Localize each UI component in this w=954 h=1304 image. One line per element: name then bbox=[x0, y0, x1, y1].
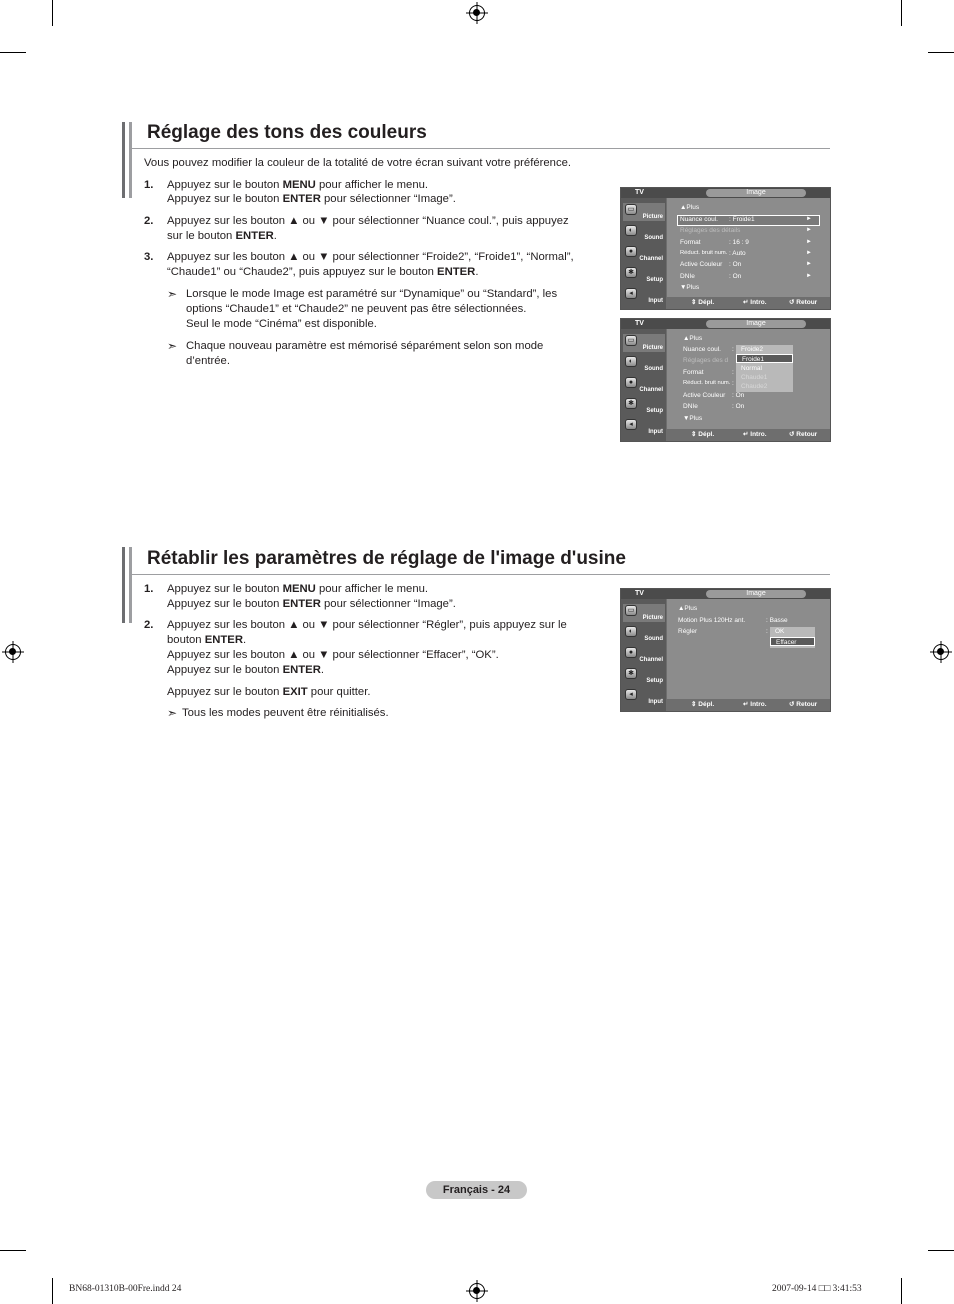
osd-sidebar bbox=[621, 599, 666, 711]
registration-mark-icon bbox=[469, 1283, 485, 1299]
osd-side-item: ◐ Sound bbox=[623, 224, 665, 242]
tv-label: TV bbox=[635, 320, 644, 327]
enter-hint: ↵ Intro. bbox=[743, 701, 767, 708]
tv-label: TV bbox=[635, 590, 644, 597]
gear-icon: ✱ bbox=[625, 668, 637, 679]
osd-side-item: ● Channel bbox=[623, 376, 665, 394]
osd-side-item: ◐ Sound bbox=[623, 625, 665, 643]
crop-mark bbox=[0, 1250, 26, 1251]
menu-row: Nuance coul. bbox=[680, 216, 718, 223]
step-number: 2. bbox=[144, 619, 154, 631]
note-text: Seul le mode “Cinéma” est disponible. bbox=[186, 318, 377, 330]
note-text: options “Chaude1” et “Chaude2” ne peuvent pas être sélectionnées. bbox=[186, 303, 527, 315]
menu-tab-image: Image bbox=[706, 320, 806, 328]
crop-mark bbox=[52, 0, 53, 26]
osd-side-item: ▭ Picture bbox=[623, 334, 665, 352]
osd-main bbox=[667, 599, 830, 699]
registration-mark-icon bbox=[469, 5, 485, 21]
osd-footer bbox=[667, 297, 830, 309]
menu-row-value: : Basse bbox=[766, 617, 788, 624]
menu-row: Régler bbox=[678, 628, 698, 635]
menu-row-value: : On bbox=[732, 392, 745, 399]
tone-dropdown bbox=[736, 345, 793, 392]
section-bar bbox=[129, 547, 132, 623]
sound-icon: ◐ bbox=[625, 626, 637, 637]
channel-icon: ● bbox=[625, 377, 637, 388]
section-bar bbox=[122, 122, 125, 198]
registration-mark-icon bbox=[933, 644, 949, 660]
menu-row-value: : bbox=[732, 369, 734, 376]
osd-side-item: ● Channel bbox=[623, 646, 665, 664]
menu-row: DNIe bbox=[680, 273, 695, 280]
menu-row: Nuance coul. bbox=[683, 346, 721, 353]
menu-row: Active Couleur bbox=[683, 392, 726, 399]
exit-text: Appuyez sur le bouton EXIT pour quitter. bbox=[167, 686, 371, 698]
step-text: Appuyez sur le bouton ENTER. bbox=[167, 664, 324, 676]
menu-tab-image: Image bbox=[706, 590, 806, 598]
channel-icon: ● bbox=[625, 246, 637, 257]
move-hint: ⇕ Dépl. bbox=[691, 431, 715, 438]
intro-text: Vous pouvez modifier la couleur de la totalité de votre écran suivant votre préférence. bbox=[144, 157, 572, 169]
osd-side-item: ◂ Input bbox=[623, 418, 665, 436]
picture-icon: ▭ bbox=[625, 335, 637, 346]
osd-side-item: ✱ Setup bbox=[623, 266, 665, 284]
note-arrow-icon: ➣ bbox=[167, 339, 178, 353]
section-bar bbox=[129, 122, 132, 198]
step-number: 1. bbox=[144, 583, 154, 595]
sound-icon: ◐ bbox=[625, 356, 637, 367]
step-text: Appuyez sur les bouton ▲ ou ▼ pour sélectionner “Froide2”, “Froide1”, “Normal”, bbox=[167, 251, 574, 263]
menu-row-value: : Auto bbox=[729, 250, 746, 257]
gear-icon: ✱ bbox=[625, 398, 637, 409]
note-text: d’entrée. bbox=[186, 355, 230, 367]
step-text: “Chaude1” ou “Chaude2”, puis appuyez sur le bouton ENTER. bbox=[167, 266, 479, 278]
reset-dropdown bbox=[770, 627, 815, 648]
section-bar bbox=[122, 547, 125, 623]
tone-option: Chaude1 bbox=[741, 374, 768, 381]
menu-row-value: : 16 : 9 bbox=[729, 239, 749, 246]
channel-icon: ● bbox=[625, 647, 637, 658]
section-title: Rétablir les paramètres de réglage de l'image d'usine bbox=[147, 548, 626, 569]
osd-side-item: ◐ Sound bbox=[623, 355, 665, 373]
picture-icon: ▭ bbox=[625, 605, 637, 616]
step-number: 2. bbox=[144, 215, 154, 227]
enter-hint: ↵ Intro. bbox=[743, 299, 767, 306]
crop-mark bbox=[901, 1278, 902, 1304]
registration-mark-icon bbox=[5, 644, 21, 660]
input-icon: ◂ bbox=[625, 288, 637, 299]
note-arrow-icon: ➣ bbox=[167, 287, 178, 301]
crop-mark bbox=[928, 52, 954, 53]
osd-sidebar bbox=[621, 329, 666, 441]
submenu-arrow-icon: ► bbox=[806, 239, 812, 245]
tv-menu-screen-1 bbox=[620, 187, 831, 310]
step-text: Appuyez sur le bouton MENU pour afficher le menu. bbox=[167, 179, 429, 191]
input-icon: ◂ bbox=[625, 689, 637, 700]
crop-mark bbox=[928, 1250, 954, 1251]
picture-icon: ▭ bbox=[625, 204, 637, 215]
back-hint: ↺ Retour bbox=[789, 431, 818, 438]
enter-hint: ↵ Intro. bbox=[743, 431, 767, 438]
move-hint: ⇕ Dépl. bbox=[691, 299, 715, 306]
osd-main bbox=[667, 329, 830, 429]
back-hint: ↺ Retour bbox=[789, 701, 818, 708]
step-number: 1. bbox=[144, 179, 154, 191]
menu-row: Réglages des détails bbox=[680, 227, 741, 234]
menu-row: Réduct. bruit num. bbox=[680, 250, 728, 256]
file-info: BN68-01310B-00Fre.indd 24 bbox=[69, 1284, 182, 1294]
note-text: Chaque nouveau paramètre est mémorisé séparément selon son mode bbox=[186, 340, 544, 352]
menu-row: ▲Plus bbox=[680, 204, 700, 211]
tv-menu-screen-3 bbox=[620, 588, 831, 712]
osd-side-item: ◂ Input bbox=[623, 287, 665, 305]
step-text: Appuyez sur les bouton ▲ ou ▼ pour sélectionner “Nuance coul.”, puis appuyez bbox=[167, 215, 569, 227]
osd-footer bbox=[667, 429, 830, 441]
menu-row: Réduct. bruit num. bbox=[683, 380, 731, 386]
title-rule bbox=[132, 574, 830, 575]
menu-row-value: : On bbox=[729, 273, 742, 280]
menu-row-value: : bbox=[732, 380, 734, 387]
submenu-arrow-icon: ► bbox=[806, 227, 812, 233]
menu-row: DNIe bbox=[683, 403, 698, 410]
menu-row: Format bbox=[683, 369, 704, 376]
osd-side-item: ● Channel bbox=[623, 245, 665, 263]
crop-mark bbox=[52, 1278, 53, 1304]
tone-option: Normal bbox=[741, 365, 762, 372]
note-text: Tous les modes peuvent être réinitialisés. bbox=[182, 707, 389, 719]
submenu-arrow-icon: ► bbox=[806, 273, 812, 279]
back-hint: ↺ Retour bbox=[789, 299, 818, 306]
osd-main bbox=[667, 198, 830, 297]
menu-row-value: : bbox=[732, 346, 734, 353]
step-text: Appuyez sur les bouton ▲ ou ▼ pour sélectionner “Effacer”, “OK”. bbox=[167, 649, 499, 661]
title-rule bbox=[132, 148, 830, 149]
step-text: Appuyez sur le bouton ENTER pour sélectionner “Image”. bbox=[167, 193, 456, 205]
gear-icon: ✱ bbox=[625, 267, 637, 278]
step-text: sur le bouton ENTER. bbox=[167, 230, 277, 242]
tv-menu-screen-2 bbox=[620, 318, 831, 442]
reset-option-selected: Effacer bbox=[770, 637, 815, 646]
menu-row-value: : On bbox=[729, 261, 742, 268]
move-hint: ⇕ Dépl. bbox=[691, 701, 715, 708]
section-title: Réglage des tons des couleurs bbox=[147, 122, 427, 143]
osd-footer bbox=[667, 699, 830, 711]
menu-row-value: : On bbox=[732, 403, 745, 410]
crop-mark bbox=[901, 0, 902, 26]
menu-row: ▲Plus bbox=[683, 335, 703, 342]
reset-option: OK bbox=[775, 628, 785, 635]
menu-row: Réglages des d bbox=[683, 357, 729, 364]
menu-row: ▼Plus bbox=[680, 284, 700, 291]
submenu-arrow-icon: ► bbox=[806, 261, 812, 267]
osd-side-item: ◂ Input bbox=[623, 688, 665, 706]
menu-tab-image: Image bbox=[706, 189, 806, 197]
input-icon: ◂ bbox=[625, 419, 637, 430]
tv-label: TV bbox=[635, 189, 644, 196]
page-number: Français - 24 bbox=[426, 1181, 527, 1199]
step-text: bouton ENTER. bbox=[167, 634, 247, 646]
sound-icon: ◐ bbox=[625, 225, 637, 236]
tone-option: Froide2 bbox=[741, 346, 764, 353]
menu-row: Active Couleur bbox=[680, 261, 723, 268]
submenu-arrow-icon: ► bbox=[806, 250, 812, 256]
menu-row-value: : bbox=[766, 628, 768, 635]
osd-side-item: ▭ Picture bbox=[623, 203, 665, 221]
step-text: Appuyez sur le bouton MENU pour afficher le menu. bbox=[167, 583, 429, 595]
menu-row: ▲Plus bbox=[678, 605, 698, 612]
menu-row-value: : Froide1 bbox=[729, 216, 755, 223]
submenu-arrow-icon: ► bbox=[806, 216, 812, 222]
step-text: Appuyez sur les bouton ▲ ou ▼ pour sélectionner “Régler”, puis appuyez sur le bbox=[167, 619, 567, 631]
menu-row: Format bbox=[680, 239, 701, 246]
osd-side-item: ✱ Setup bbox=[623, 667, 665, 685]
print-date: 2007-09-14 □□ 3:41:53 bbox=[772, 1284, 862, 1294]
tone-option: Chaude2 bbox=[741, 383, 768, 390]
step-text: Appuyez sur le bouton ENTER pour sélectionner “Image”. bbox=[167, 598, 456, 610]
tone-option-selected: Froide1 bbox=[736, 354, 793, 363]
osd-side-item: ▭ Picture bbox=[623, 604, 665, 622]
note-arrow-icon: ➣ bbox=[167, 706, 178, 720]
note-text: Lorsque le mode Image est paramétré sur “Dynamique” ou “Standard”, les bbox=[186, 288, 558, 300]
menu-row: ▼Plus bbox=[683, 415, 703, 422]
menu-row: Motion Plus 120Hz ant. bbox=[678, 617, 746, 624]
crop-mark bbox=[0, 52, 26, 53]
osd-side-item: ✱ Setup bbox=[623, 397, 665, 415]
step-number: 3. bbox=[144, 251, 154, 263]
osd-sidebar bbox=[621, 198, 666, 309]
